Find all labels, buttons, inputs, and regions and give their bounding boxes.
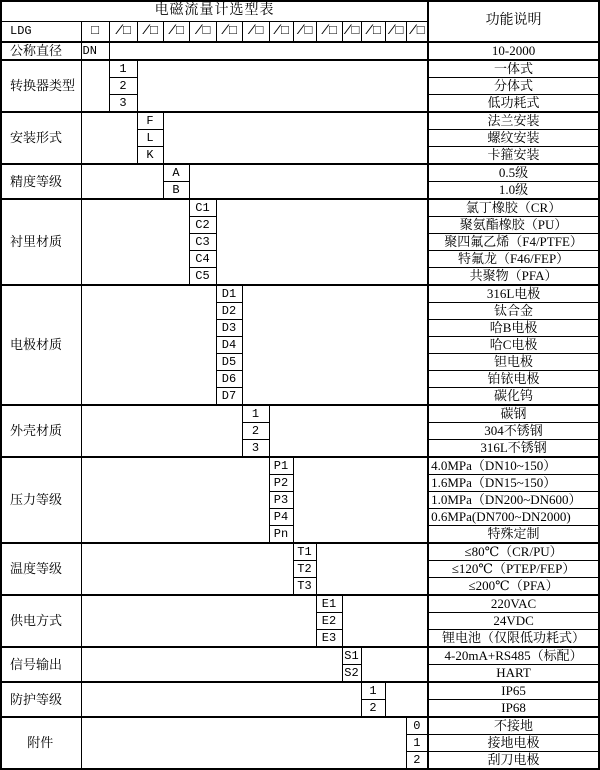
code-cell: 0 [406, 717, 428, 735]
description-cell: 0.6MPa(DN700~DN2000) [428, 509, 599, 526]
model-slot-box: /□ [316, 21, 342, 42]
code-cell: 1 [242, 405, 269, 423]
category-label: 防护等级 [1, 682, 81, 717]
code-cell: D3 [216, 320, 242, 337]
code-cell: Pn [269, 526, 293, 544]
spacer-cell [81, 543, 293, 595]
table-title: 电磁流量计选型表 [1, 1, 428, 21]
description-cell: 特殊定制 [428, 526, 599, 544]
spacer-cell [81, 164, 163, 199]
spacer-cell [81, 595, 316, 647]
description-cell: 316L电极 [428, 285, 599, 303]
code-cell: T3 [293, 578, 316, 596]
description-cell: 10-2000 [428, 42, 599, 60]
category-label: 精度等级 [1, 164, 81, 199]
model-slot-box: /□ [109, 21, 137, 42]
model-slot-box: /□ [361, 21, 385, 42]
spacer-cell [316, 543, 428, 595]
description-cell: 卡箍安装 [428, 147, 599, 165]
description-cell: ≤120℃（PTEP/FEP） [428, 561, 599, 578]
code-cell: E3 [316, 630, 342, 648]
code-cell: K [137, 147, 163, 165]
spacer-cell [81, 112, 137, 164]
code-cell: 1 [361, 682, 385, 700]
category-label: 温度等级 [1, 543, 81, 595]
model-code-box: □ [81, 21, 109, 42]
code-cell: 2 [361, 700, 385, 718]
description-cell: 4.0MPa（DN10~150） [428, 457, 599, 475]
description-cell: 低功耗式 [428, 95, 599, 113]
code-cell: 2 [242, 423, 269, 440]
description-cell: 0.5级 [428, 164, 599, 182]
code-cell: 2 [406, 752, 428, 770]
category-label: 供电方式 [1, 595, 81, 647]
description-cell: HART [428, 665, 599, 683]
spacer-cell [81, 647, 342, 682]
code-cell: P2 [269, 475, 293, 492]
description-cell: 聚氨酯橡胶（PU） [428, 217, 599, 234]
description-cell: 聚四氟乙烯（F4/PTFE） [428, 234, 599, 251]
code-cell: E2 [316, 613, 342, 630]
spacer-cell [189, 164, 428, 199]
description-cell: 钛合金 [428, 303, 599, 320]
description-cell: 螺纹安装 [428, 130, 599, 147]
spacer-cell [81, 682, 361, 717]
spacer-cell [81, 717, 406, 769]
category-label: 安装形式 [1, 112, 81, 164]
code-cell: D1 [216, 285, 242, 303]
spacer-cell [361, 647, 428, 682]
category-label: 外壳材质 [1, 405, 81, 457]
code-cell: 3 [242, 440, 269, 458]
description-cell: 316L不锈钢 [428, 440, 599, 458]
description-cell: IP65 [428, 682, 599, 700]
description-cell: 哈C电极 [428, 337, 599, 354]
description-cell: 24VDC [428, 613, 599, 630]
category-label: 转换器类型 [1, 60, 81, 112]
category-label: 公称直径 [1, 42, 81, 60]
spacer-cell [109, 42, 428, 60]
spacer-cell [81, 285, 216, 405]
model-slot-box: /□ [163, 21, 189, 42]
description-cell: 4-20mA+RS485（标配） [428, 647, 599, 665]
code-cell: 1 [109, 60, 137, 78]
code-cell: S1 [342, 647, 361, 665]
model-slot-box: /□ [216, 21, 242, 42]
spacer-cell [81, 457, 269, 543]
description-cell: 1.0级 [428, 182, 599, 200]
description-cell: 特氟龙（F46/FEP） [428, 251, 599, 268]
code-cell: P1 [269, 457, 293, 475]
spacer-cell [81, 405, 242, 457]
category-label: 附件 [1, 717, 81, 769]
description-cell: ≤200℃（PFA） [428, 578, 599, 596]
model-slot-box: /□ [406, 21, 428, 42]
description-cell: 哈B电极 [428, 320, 599, 337]
code-cell: P3 [269, 492, 293, 509]
spacer-cell [293, 457, 428, 543]
spacer-cell [216, 199, 428, 285]
model-slot-box: /□ [385, 21, 406, 42]
code-cell: C4 [189, 251, 216, 268]
code-cell: 2 [109, 78, 137, 95]
spacer-cell [242, 285, 428, 405]
description-cell: 304不锈钢 [428, 423, 599, 440]
code-cell: C1 [189, 199, 216, 217]
description-cell: 一体式 [428, 60, 599, 78]
description-cell: 接地电极 [428, 735, 599, 752]
description-cell: 钽电极 [428, 354, 599, 371]
description-cell: 分体式 [428, 78, 599, 95]
description-cell: 220VAC [428, 595, 599, 613]
spacer-cell [269, 405, 428, 457]
model-slot-box: /□ [242, 21, 269, 42]
code-cell: 3 [109, 95, 137, 113]
spacer-cell [81, 60, 109, 112]
code-cell: 1 [406, 735, 428, 752]
code-cell: D2 [216, 303, 242, 320]
code-cell: E1 [316, 595, 342, 613]
description-cell: 法兰安装 [428, 112, 599, 130]
description-cell: 碳钢 [428, 405, 599, 423]
model-prefix-label: LDG [1, 21, 81, 42]
code-cell: P4 [269, 509, 293, 526]
category-label: 电极材质 [1, 285, 81, 405]
description-cell: 共聚物（PFA） [428, 268, 599, 286]
code-cell: S2 [342, 665, 361, 683]
spacer-cell [137, 60, 428, 112]
spacer-cell [163, 112, 428, 164]
spacer-cell [81, 199, 189, 285]
code-cell: F [137, 112, 163, 130]
spacer-cell [385, 682, 428, 717]
description-cell: 1.0MPa（DN200~DN600） [428, 492, 599, 509]
code-cell: A [163, 164, 189, 182]
code-cell: D7 [216, 388, 242, 406]
category-label: 信号输出 [1, 647, 81, 682]
code-cell: C3 [189, 234, 216, 251]
code-cell: D4 [216, 337, 242, 354]
code-cell: B [163, 182, 189, 200]
code-cell: T2 [293, 561, 316, 578]
description-cell: 碳化钨 [428, 388, 599, 406]
function-column-header: 功能说明 [428, 1, 599, 42]
code-cell: D5 [216, 354, 242, 371]
description-cell: 铂铱电极 [428, 371, 599, 388]
description-cell: 刮刀电极 [428, 752, 599, 770]
model-slot-box: /□ [189, 21, 216, 42]
model-slot-box: /□ [293, 21, 316, 42]
category-label: 衬里材质 [1, 199, 81, 285]
description-cell: 氯丁橡胶（CR） [428, 199, 599, 217]
code-cell: D6 [216, 371, 242, 388]
category-label: 压力等级 [1, 457, 81, 543]
spacer-cell [342, 595, 428, 647]
description-cell: ≤80℃（CR/PU） [428, 543, 599, 561]
model-slot-box: /□ [137, 21, 163, 42]
code-cell: L [137, 130, 163, 147]
model-slot-box: /□ [269, 21, 293, 42]
model-slot-box: /□ [342, 21, 361, 42]
description-cell: IP68 [428, 700, 599, 718]
description-cell: 锂电池（仅限低功耗式） [428, 630, 599, 648]
code-cell: C5 [189, 268, 216, 286]
code-cell: C2 [189, 217, 216, 234]
description-cell: 不接地 [428, 717, 599, 735]
code-cell: T1 [293, 543, 316, 561]
code-cell: DN [81, 42, 109, 60]
description-cell: 1.6MPa（DN15~150） [428, 475, 599, 492]
